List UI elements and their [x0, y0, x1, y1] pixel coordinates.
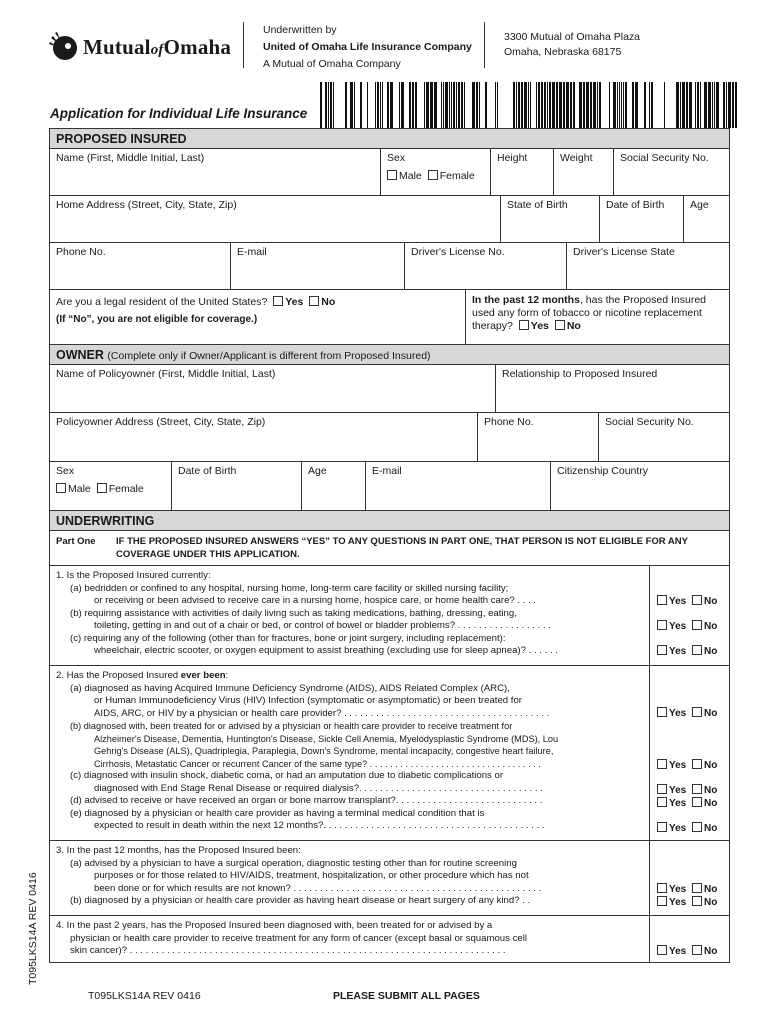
part-one-notice	[50, 531, 729, 566]
owner-dob-field[interactable]: Date of Birth	[172, 462, 302, 510]
pi-sex-field: Sex Male Female	[381, 149, 491, 195]
tobacco-yes-checkbox[interactable]	[519, 320, 529, 330]
q2c-no-checkbox[interactable]	[692, 784, 702, 794]
footer-submit-notice: PLEASE SUBMIT ALL PAGES	[333, 990, 480, 1002]
owner-age-field[interactable]: Age	[302, 462, 366, 510]
q2c-yes-checkbox[interactable]	[657, 784, 667, 794]
part-one-label: Part One	[56, 536, 96, 547]
q3b-no-checkbox[interactable]	[692, 896, 702, 906]
pi-tobacco-question: In the past 12 months, has the Proposed Insured used any form of tobacco or nicotine replacement therapy? Yes No	[472, 294, 707, 332]
q1-answers: Yes No Yes No Yes No	[650, 566, 729, 665]
question-3: 3. In the past 12 months, has the Proposed Insured been: (a) advised by a physician to have a surgical operation, diagnostic testing other than for routine screening purposes or for those related to HIV/AIDS, treatment, hospitalization, or other procedure which has not been done or for which results are not known? . . . . . . . . . . . . . . . . . . . . . . . . . . . . . . . . . . . . . . . . . . . . . . . (b) diagnosed by a physician or health care provider as having heart disease or heart surgery of any kind? . . Yes No Yes No	[50, 841, 729, 916]
owner-sex-field: Sex Male Female	[50, 462, 172, 510]
pi-email-field[interactable]: E-mail	[231, 243, 405, 289]
owner-relationship-field[interactable]: Relationship to Proposed Insured	[502, 368, 658, 380]
q4-yes-checkbox[interactable]	[657, 945, 667, 955]
owner-row-2	[50, 413, 729, 462]
resident-no-checkbox[interactable]	[309, 296, 319, 306]
q1b-yes-checkbox[interactable]	[657, 620, 667, 630]
question-2: 2. Has the Proposed Insured ever been: (a) diagnosed as having Acquired Immune Deficiency Syndrome (AIDS), AIDS Related Complex (ARC), or Human Immunodeficiency Virus (HIV) Infection (symptomatic or asymptomatic) or been treated for AIDS, ARC, or HIV by a physician or health care provider? . . . . . . . . . . . . . . . . . . . . . . . . . . . . . . . . . . . . . . . (b) diagnosed with, been treated for or advised by a physician or health care provider to receive treatment for Alzheimer's Disease, Dementia, Huntington's Disease, Sickle Cell Anemia, Myelodysplastic Syndrome (MDS), Lou Gehrig's Disease (ALS), Quadriplegia, Paraplegia, Down's Syndrome, mental incapacity, congestive heart failure, Cirrhosis, Metastatic Cancer or recurrent Cancer of the same type? . . . . . . . . . . . . . . . . . . . . . . . . . . . . . . . . . . (c) diagnosed with insulin shock, diabetic coma, or had an amputation due to diabetic complications or diagnosed with End Stage Renal Disease or required dialysis?. . . . . . . . . . . . . . . . . . . . . . . . . . . . . . . . . . . (d) advised to receive or have received an organ or bone marrow transplant?. . . . . . . . . . . . . . . . . . . . . . . . . . . . (e) diagnosed by a physician or health care provider as having a terminal medical condition that is expected to result in death within the next 12 months?. . . . . . . . . . . . . . . . . . . . . . . . . . . . . . . . . . . . . . . . . . Yes No Yes No Yes No Yes No Yes No	[50, 666, 729, 841]
q1a-no-checkbox[interactable]	[692, 595, 702, 605]
pi-row-4	[50, 290, 729, 345]
footer-form-code: T095LKS14A REV 0416	[88, 990, 201, 1002]
owner-header: OWNER (Complete only if Owner/Applicant is different from Proposed Insured)	[50, 345, 729, 365]
application-form	[49, 128, 730, 963]
pi-dl-number-field[interactable]: Driver's License No.	[405, 243, 567, 289]
pi-row-2	[50, 196, 729, 243]
owner-email-field[interactable]: E-mail	[366, 462, 551, 510]
q2b-no-checkbox[interactable]	[692, 759, 702, 769]
pi-ssn-field[interactable]: Social Security No.	[620, 152, 709, 164]
pi-dob-field[interactable]: Date of Birth	[600, 196, 684, 242]
pi-sex-label: Sex	[387, 152, 406, 164]
pi-female-checkbox[interactable]	[428, 170, 438, 180]
brand-logo	[47, 30, 231, 64]
underwriter-company: United of Omaha Life Insurance Company	[263, 41, 472, 53]
owner-name-field[interactable]: Name of Policyowner (First, Middle Initial, Last)	[50, 365, 496, 412]
brand-name: MutualofOmaha	[83, 34, 232, 59]
owner-female-checkbox[interactable]	[97, 483, 107, 493]
pi-state-of-birth-field[interactable]: State of Birth	[501, 196, 600, 242]
pi-row-1	[50, 149, 729, 196]
q2a-no-checkbox[interactable]	[692, 707, 702, 717]
underwriting-header: UNDERWRITING	[50, 511, 729, 531]
q1b-no-checkbox[interactable]	[692, 620, 702, 630]
q4-no-checkbox[interactable]	[692, 945, 702, 955]
company-address	[504, 30, 640, 60]
q3b-yes-checkbox[interactable]	[657, 896, 667, 906]
tobacco-no-checkbox[interactable]	[555, 320, 565, 330]
question-1: 1. Is the Proposed Insured currently: (a) bedridden or confined to any hospital, nursing home, long-term care facility or skilled nursing facility; or receiving or been advised to receive care in a nursing home, hospice care, or home health care? . . . . (b) requiring assistance with activities of daily living such as taking medications, bathing, dressing, eating, toileting, getting in and out of a chair or bed, or control of bowel or bladder problems? . . . . . . . . . . . . . . . . . . (c) requiring any of the following (other than for fractures, bone or joint surgery, including replacement): wheelchair, electric scooter, or oxygen equipment to assist breathing (excluding use for sleep apnea)? . . . . . . Yes No Yes No Yes No	[50, 566, 729, 666]
q2a-yes-checkbox[interactable]	[657, 707, 667, 717]
pi-age-field[interactable]: Age	[690, 199, 709, 211]
q1a-yes-checkbox[interactable]	[657, 595, 667, 605]
indian-head-logo-icon	[47, 30, 79, 64]
form-title: Application for Individual Life Insurance	[50, 106, 308, 121]
owner-phone-field[interactable]: Phone No.	[478, 413, 599, 461]
underwritten-by: Underwritten by	[263, 24, 337, 36]
q1c-no-checkbox[interactable]	[692, 645, 702, 655]
address-line-2: Omaha, Nebraska 68175	[504, 46, 622, 58]
pi-phone-field[interactable]: Phone No.	[50, 243, 231, 289]
q2b-yes-checkbox[interactable]	[657, 759, 667, 769]
header-divider-2	[484, 22, 485, 68]
q2e-no-checkbox[interactable]	[692, 822, 702, 832]
owner-row-1	[50, 365, 729, 413]
q2-answers: Yes No Yes No Yes No Yes No Yes No	[650, 666, 729, 840]
owner-row-3	[50, 462, 729, 511]
q2d-no-checkbox[interactable]	[692, 797, 702, 807]
owner-ssn-field[interactable]: Social Security No.	[605, 416, 694, 428]
header-divider	[243, 22, 244, 68]
pi-name-field[interactable]: Name (First, Middle Initial, Last)	[50, 149, 381, 195]
q3a-yes-checkbox[interactable]	[657, 883, 667, 893]
pi-height-field[interactable]: Height	[491, 149, 554, 195]
question-4: 4. In the past 2 years, has the Proposed Insured been diagnosed with, been treated for or advised by a physician or health care provider to receive treatment for any form of cancer (except basal or squamous cell skin cancer)? . . . . . . . . . . . . . . . . . . . . . . . . . . . . . . . . . . . . . . . . . . . . . . . . . . . . . . . . . . . . . . . . . . . . . . . Yes No	[50, 916, 729, 962]
q3-answers: Yes No Yes No	[650, 841, 729, 915]
owner-citizenship-field[interactable]: Citizenship Country	[557, 465, 649, 477]
pi-male-checkbox[interactable]	[387, 170, 397, 180]
q4-answers: Yes No	[650, 916, 729, 962]
address-line-1: 3300 Mutual of Omaha Plaza	[504, 31, 640, 43]
barcode	[320, 82, 740, 128]
resident-yes-checkbox[interactable]	[273, 296, 283, 306]
q1c-yes-checkbox[interactable]	[657, 645, 667, 655]
owner-address-field[interactable]: Policyowner Address (Street, City, State, Zip)	[50, 413, 478, 461]
side-form-code: T095LKS14A REV 0416	[27, 872, 39, 985]
proposed-insured-header: PROPOSED INSURED	[50, 129, 729, 149]
pi-row-3	[50, 243, 729, 290]
q2d-yes-checkbox[interactable]	[657, 797, 667, 807]
pi-dl-state-field[interactable]: Driver's License State	[573, 246, 675, 258]
underwriter-company-sub: A Mutual of Omaha Company	[263, 58, 401, 70]
pi-resident-question: Are you a legal resident of the United States? Yes No (If “No”, you are not eligible for coverage.)	[50, 290, 466, 344]
owner-male-checkbox[interactable]	[56, 483, 66, 493]
q3a-no-checkbox[interactable]	[692, 883, 702, 893]
q2e-yes-checkbox[interactable]	[657, 822, 667, 832]
pi-weight-field[interactable]: Weight	[554, 149, 614, 195]
underwriter-block	[263, 22, 472, 73]
part-one-text: IF THE PROPOSED INSURED ANSWERS “YES” TO ANY QUESTIONS IN PART ONE, THAT PERSON IS NOT ELIGIBLE FOR ANY COVERAGE UNDER THIS APPLICATION.	[116, 536, 688, 560]
resident-note: (If “No”, you are not eligible for coverage.)	[56, 314, 258, 325]
owner-sex-label: Sex	[56, 465, 75, 477]
pi-home-address-field[interactable]: Home Address (Street, City, State, Zip)	[50, 196, 501, 242]
